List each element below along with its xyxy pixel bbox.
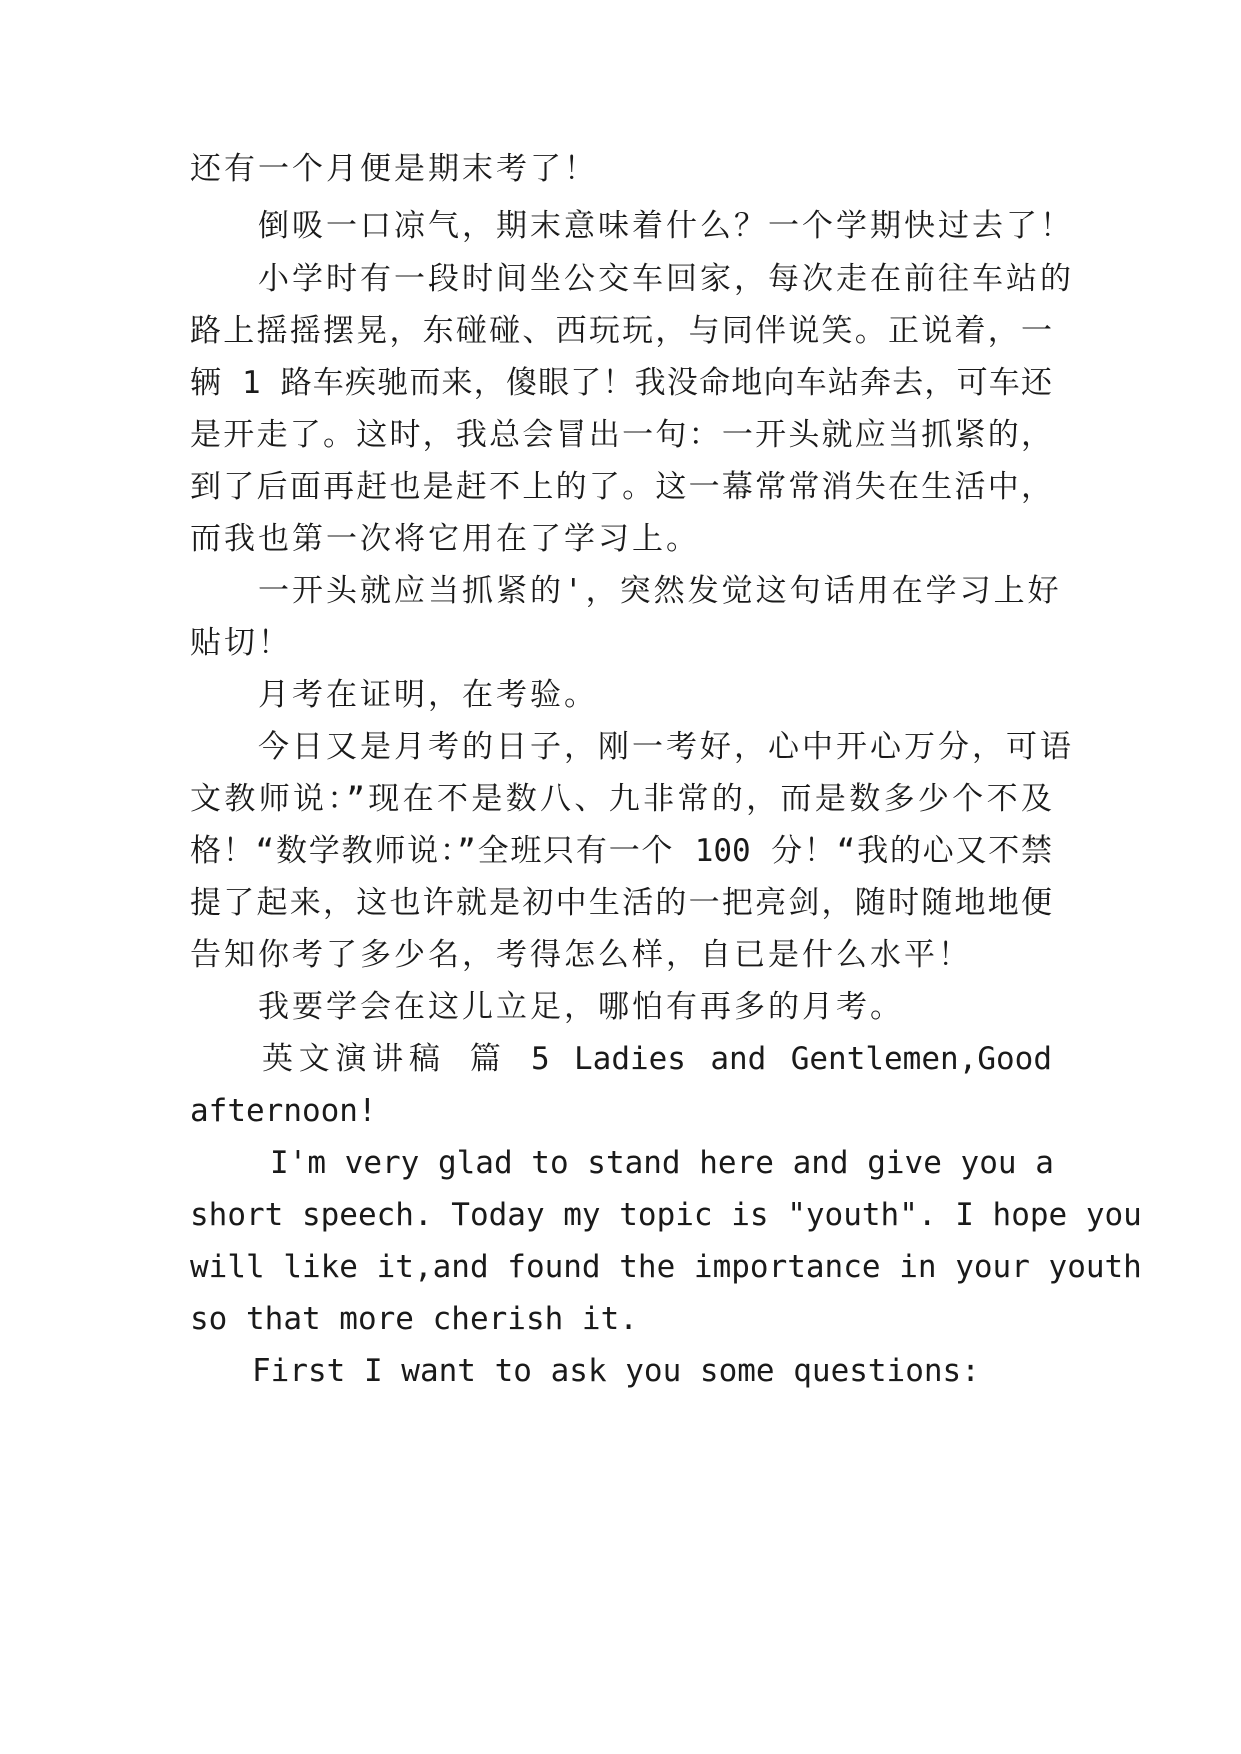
- text-line: 文教师说：”现在不是数八、九非常的，而是数多少个不及: [190, 781, 1052, 817]
- text-line: 格！“数学教师说：”全班只有一个 100 分！“我的心又不禁: [190, 833, 1052, 869]
- text-line: 一开头就应当抓紧的'，突然发觉这句话用在学习上好: [258, 573, 1062, 609]
- heading-line: 英文演讲稿 篇 5 Ladies and Gentlemen,Good: [262, 1041, 1052, 1077]
- text-line: will like it,and found the importance in your youth: [190, 1249, 1142, 1285]
- text-line: 而我也第一次将它用在了学习上。: [190, 521, 700, 557]
- text-line: 我要学会在这儿立足，哪怕有再多的月考。: [258, 989, 904, 1025]
- text-line: 今日又是月考的日子，刚一考好，心中开心万分，可语: [258, 729, 1074, 765]
- text-line: short speech. Today my topic is "youth". I hope you: [190, 1197, 1142, 1233]
- text-line: 小学时有一段时间坐公交车回家，每次走在前往车站的: [258, 261, 1074, 297]
- text-line: 辆 1 路车疾驰而来，傻眼了！我没命地向车站奔去，可车还: [190, 365, 1052, 401]
- text-line: 提了起来，这也许就是初中生活的一把亮剑，随时随地地便: [190, 885, 1052, 921]
- text-line: 是开走了。这时，我总会冒出一句：一开头就应当抓紧的，: [190, 417, 1052, 453]
- text-line: 到了后面再赶也是赶不上的了。这一幕常常消失在生活中，: [190, 469, 1052, 505]
- text-line: 月考在证明，在考验。: [258, 677, 598, 713]
- text-line: 路上摇摇摆晃，东碰碰、西玩玩，与同伴说笑。正说着，一: [190, 313, 1052, 349]
- text-line: 还有一个月便是期末考了！: [190, 151, 598, 187]
- text-line: I'm very glad to stand here and give you a: [270, 1145, 1054, 1181]
- text-line: afternoon!: [190, 1093, 377, 1129]
- text-line: First I want to ask you some questions:: [252, 1353, 980, 1389]
- text-line: 贴切！: [190, 625, 292, 661]
- text-line: 告知你考了多少名，考得怎么样，自已是什么水平！: [190, 937, 972, 973]
- text-line: so that more cherish it.: [190, 1301, 638, 1337]
- text-line: 倒吸一口凉气，期末意味着什么？一个学期快过去了！: [258, 208, 1074, 244]
